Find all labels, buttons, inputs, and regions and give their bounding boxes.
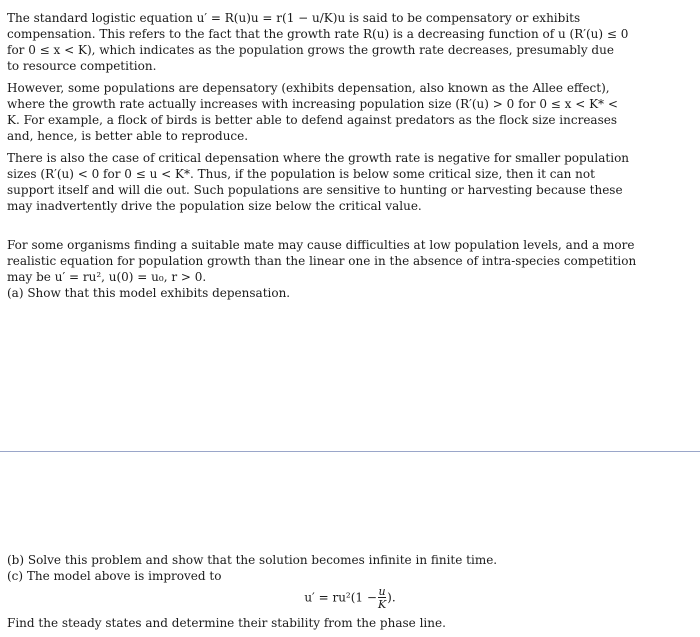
fraction-denominator: K [377, 598, 387, 611]
question-c: (c) The model above is improved to [7, 569, 222, 583]
paragraph-questions-bc [7, 552, 605, 584]
text-line: and, hence, is better able to reproduce. [7, 129, 249, 143]
text-line: For some organisms finding a suitable mate may cause difficulties at low population levels, and a more [7, 238, 635, 252]
text-line: compensation. This refers to the fact that the growth rate R(u) is a decreasing function of u (R′(u) ≤ 0 [7, 27, 629, 41]
text-line: for 0 ≤ x < K), which indicates as the population grows the growth rate decreases, presumably due [7, 43, 614, 57]
question-a: (a) Show that this model exhibits depensation. [7, 286, 291, 300]
paragraph-depensation [7, 80, 618, 144]
question-b: (b) Solve this problem and show that the solution becomes infinite in finite time. [7, 553, 498, 567]
final-instruction: Find the steady states and determine their stability from the phase line. [7, 616, 446, 630]
paragraph-mate-model [7, 237, 637, 301]
text-line: There is also the case of critical depensation where the growth rate is negative for smaller population [7, 151, 630, 165]
paragraph-critical-depensation [7, 150, 630, 214]
text-line: may be u′ = ru², u(0) = u₀, r > 0. [7, 270, 207, 284]
fraction-numerator: u [378, 585, 386, 598]
text-line: support itself and will die out. Such populations are sensitive to hunting or harvesting because these [7, 183, 623, 197]
text-line: K. For example, a flock of birds is better able to defend against predators as the flock size increases [7, 113, 618, 127]
text-line: However, some populations are depensatory (exhibits depensation, also known as the Allee effect), [7, 81, 610, 95]
paragraph-compensation [7, 10, 629, 74]
equation-left: u′ = ru²(1 − [304, 590, 377, 605]
text-line: sizes (R′(u) < 0 for 0 ≤ u < K*. Thus, if the population is below some critical size, then it can not [7, 167, 595, 181]
improved-equation [0, 586, 700, 610]
text-line: realistic equation for population growth than the linear one in the absence of intra-species competition [7, 254, 637, 268]
text-line: where the growth rate actually increases with increasing population size (R′(u) > 0 for 0 ≤ x < K* < [7, 97, 618, 111]
text-line: may inadvertently drive the population size below the critical value. [7, 199, 422, 213]
text-line: The standard logistic equation u′ = R(u)u = r(1 − u/K)u is said to be compensatory or exhibits [7, 11, 581, 25]
text-line: to resource competition. [7, 59, 157, 73]
paragraph-final [7, 615, 605, 631]
equation-fraction [378, 586, 386, 610]
page-divider [0, 451, 700, 452]
equation-right: ). [387, 590, 396, 605]
